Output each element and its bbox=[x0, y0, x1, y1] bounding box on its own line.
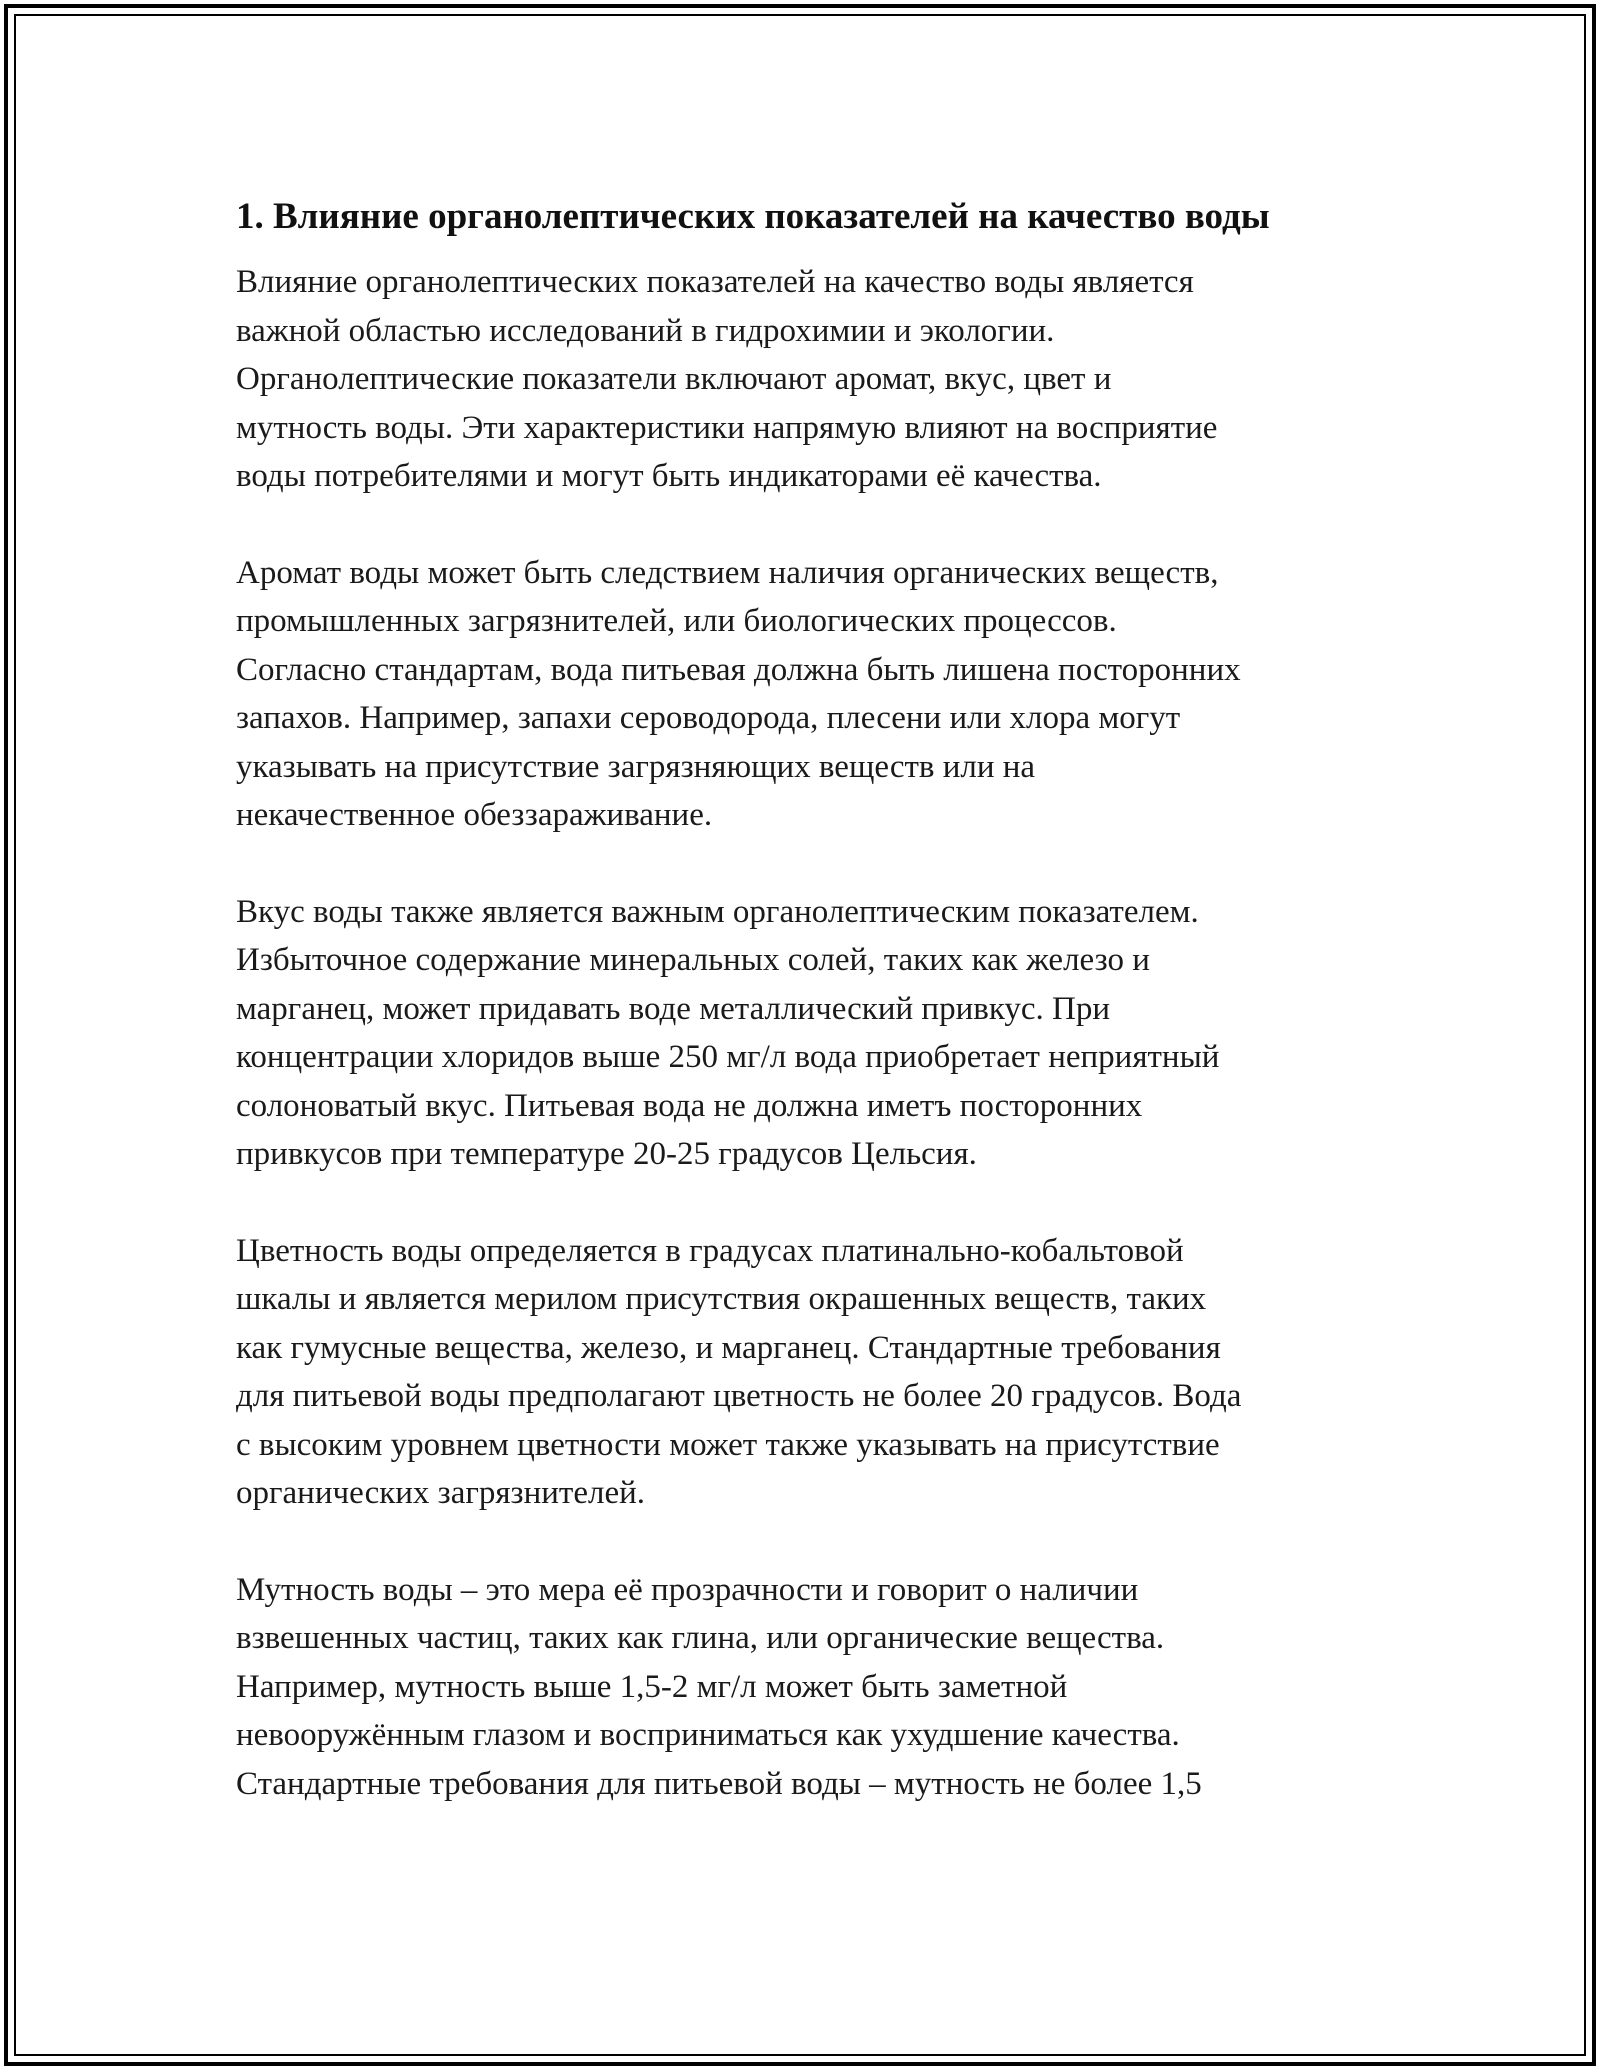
text-line: промышленных загрязнителей, или биологических процессов. bbox=[236, 603, 1117, 639]
text-line: взвешенных частиц, таких как глина, или органические вещества. bbox=[236, 1620, 1165, 1656]
text-line: воды потребителями и могут быть индикаторами её качества. bbox=[236, 458, 1102, 494]
text-line: невооружённым глазом и восприниматься как ухудшение качества. bbox=[236, 1717, 1180, 1753]
section-title: 1. Влияние органолептических показателей на качество воды bbox=[236, 196, 1270, 237]
text-line: некачественное обеззараживание. bbox=[236, 797, 713, 833]
text-line: с высоким уровнем цветности может также указывать на присутствие bbox=[236, 1426, 1220, 1463]
paragraph-aroma bbox=[236, 549, 1366, 840]
text-line: Мутность воды – это мера её прозрачности и говорит о наличии bbox=[236, 1571, 1139, 1608]
text-line: указывать на присутствие загрязняющих веществ или на bbox=[236, 748, 1036, 785]
text-line: привкусов при температуре 20-25 градусов Цельсия. bbox=[236, 1136, 977, 1172]
text-line: шкалы и является мерилом присутствия окрашенных веществ, таких bbox=[236, 1281, 1207, 1317]
paragraph-turbidity bbox=[236, 1566, 1366, 1809]
document-body bbox=[236, 190, 1366, 1856]
text-line: Согласно стандартам, вода питьевая должна быть лишена посторонних bbox=[236, 651, 1241, 688]
paragraph-intro bbox=[236, 258, 1366, 501]
text-line: для питьевой воды предполагают цветность не более 20 градусов. Вода bbox=[236, 1378, 1242, 1414]
text-line: Влияние органолептических показателей на качество воды является bbox=[236, 264, 1194, 300]
text-line: Избыточное содержание минеральных солей, таких как железо и bbox=[236, 942, 1150, 978]
text-line: Вкус воды также является важным органолептическим показателем. bbox=[236, 893, 1199, 930]
text-line: важной областью исследований в гидрохимии и экологии. bbox=[236, 312, 1055, 349]
text-line: солоноватый вкус. Питьевая вода не должна иметъ посторонних bbox=[236, 1087, 1143, 1124]
text-line: Органолептические показатели включают аромат, вкус, цвет и bbox=[236, 361, 1112, 397]
text-line: мутность воды. Эти характеристики напрямую влияют на восприятие bbox=[236, 409, 1218, 446]
paragraph-taste bbox=[236, 888, 1366, 1179]
paragraph-color bbox=[236, 1227, 1366, 1518]
text-line: концентрации хлоридов выше 250 мг/л вода приобретает неприятный bbox=[236, 1039, 1220, 1075]
text-line: запахов. Например, запахи сероводорода, плесени или хлора могут bbox=[236, 700, 1181, 736]
text-line: Цветность воды определяется в градусах платинально-кобальтовой bbox=[236, 1232, 1184, 1269]
text-line: Стандартные требования для питьевой воды – мутность не более 1,5 bbox=[236, 1765, 1202, 1802]
text-line: Аромат воды может быть следствием наличия органических веществ, bbox=[236, 554, 1219, 591]
text-line: как гумусные вещества, железо, и марганец. Стандартные требования bbox=[236, 1329, 1221, 1366]
text-line: органических загрязнителей. bbox=[236, 1475, 646, 1511]
text-line: марганец, может придавать воде металлический привкус. При bbox=[236, 990, 1111, 1027]
text-line: Например, мутность выше 1,5-2 мг/л может быть заметной bbox=[236, 1668, 1068, 1705]
